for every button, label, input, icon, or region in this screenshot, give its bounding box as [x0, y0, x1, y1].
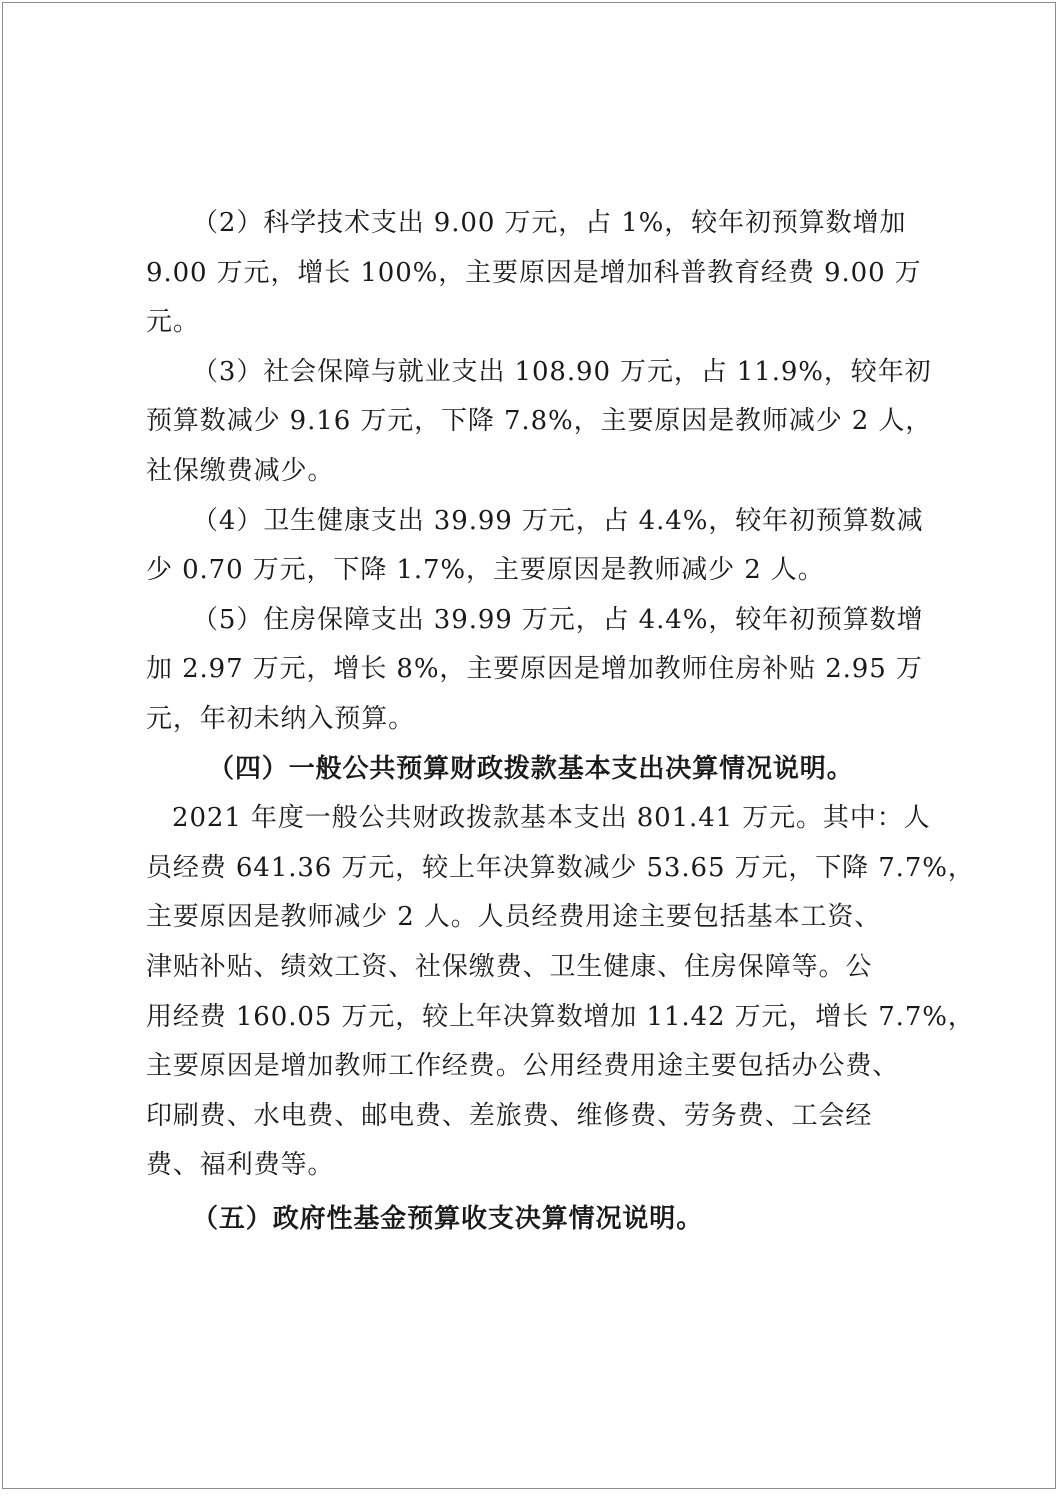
text-line: 员经费 641.36 万元，较上年决算数减少 53.65 万元，下降 7.7%，	[146, 852, 975, 883]
section-heading-government-fund: （五）政府性基金预算收支决算情况说明。	[192, 1203, 704, 1234]
text-line: 印刷费、水电费、邮电费、差旅费、维修费、劳务费、工会经	[146, 1100, 873, 1131]
text-line: 津贴补贴、绩效工资、社保缴费、卫生健康、住房保障等。公	[146, 951, 873, 982]
text-line: （5）住房保障支出 39.99 万元，占 4.4%，较年初预算数增	[192, 604, 924, 635]
paragraph-basic-expense	[146, 794, 975, 1191]
text-line: 2021 年度一般公共财政拨款基本支出 801.41 万元。其中：人	[172, 803, 931, 834]
text-line: 主要原因是增加教师工作经费。公用经费用途主要包括办公费、	[146, 1051, 900, 1082]
text-line: （4）卫生健康支出 39.99 万元，占 4.4%，较年初预算数减	[192, 505, 924, 536]
text-line: 元。	[146, 307, 200, 338]
text-line: 用经费 160.05 万元，较上年决算数增加 11.42 万元，增长 7.7%，	[146, 1001, 975, 1032]
text-line: 社保缴费减少。	[146, 455, 335, 486]
text-line: （3）社会保障与就业支出 108.90 万元，占 11.9%，较年初	[192, 356, 932, 387]
text-line: （2）科学技术支出 9.00 万元，占 1%，较年初预算数增加	[192, 208, 907, 238]
text-line: 费、福利费等。	[146, 1150, 335, 1181]
document-page	[2, 2, 1056, 1489]
text-line: 预算数减少 9.16 万元，下降 7.8%，主要原因是教师减少 2 人，	[146, 406, 933, 437]
paragraph-housing-expense	[146, 596, 946, 745]
text-line: 元，年初未纳入预算。	[146, 703, 416, 734]
paragraph-science-tech-expense	[146, 199, 946, 348]
paragraph-health-expense	[146, 497, 946, 596]
paragraph-social-security-expense	[146, 348, 946, 497]
document-body	[146, 199, 975, 1244]
text-line: 主要原因是教师减少 2 人。人员经费用途主要包括基本工资、	[146, 902, 882, 933]
text-line: 9.00 万元，增长 100%，主要原因是增加科普教育经费 9.00 万	[146, 257, 922, 288]
text-line: 加 2.97 万元，增长 8%，主要原因是增加教师住房补贴 2.95 万	[146, 654, 923, 685]
section-heading-basic-expense: （四）一般公共预算财政拨款基本支出决算情况说明。	[208, 753, 854, 784]
text-line: 少 0.70 万元，下降 1.7%，主要原因是教师减少 2 人。	[146, 555, 825, 586]
